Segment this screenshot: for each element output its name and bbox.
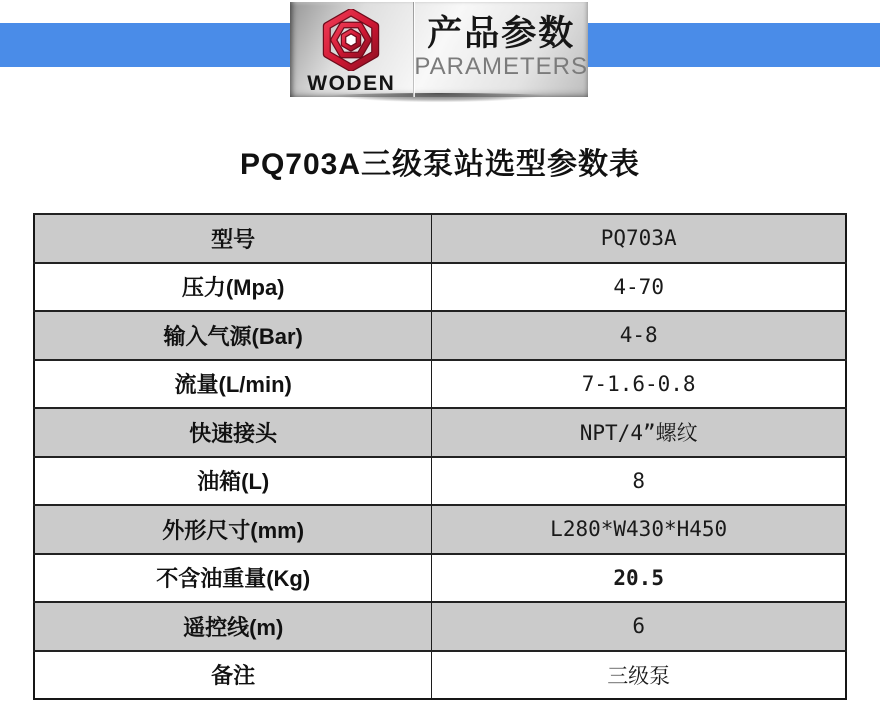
hexagon-knot-logo-icon xyxy=(320,9,382,71)
spec-value: 7-1.6-0.8 xyxy=(432,360,846,409)
spec-label: 外形尺寸(mm) xyxy=(34,505,432,554)
brand-logo xyxy=(290,2,413,97)
table-row xyxy=(34,263,846,312)
table-row xyxy=(34,360,846,409)
spec-label: 油箱(L) xyxy=(34,457,432,506)
header-titles xyxy=(414,2,588,97)
spec-value: 6 xyxy=(432,602,846,651)
spec-value: PQ703A xyxy=(432,214,846,263)
spec-label: 流量(L/min) xyxy=(34,360,432,409)
spec-label: 压力(Mpa) xyxy=(34,263,432,312)
spec-label: 输入气源(Bar) xyxy=(34,311,432,360)
spec-value: 4-8 xyxy=(432,311,846,360)
spec-table-body xyxy=(34,214,846,699)
header-title-en: PARAMETERS xyxy=(414,53,588,81)
spec-label: 遥控线(m) xyxy=(34,602,432,651)
header-title-cn: 产品参数 xyxy=(427,14,576,54)
spec-value: NPT/4”螺纹 xyxy=(432,408,846,457)
table-row xyxy=(34,602,846,651)
table-row xyxy=(34,214,846,263)
spec-label: 快速接头 xyxy=(34,408,432,457)
table-row xyxy=(34,311,846,360)
page-title: PQ703A三级泵站选型参数表 xyxy=(239,148,641,181)
table-row xyxy=(34,408,846,457)
spec-value: L280*W430*H450 xyxy=(432,505,846,554)
spec-label: 不含油重量(Kg) xyxy=(34,554,432,603)
spec-label: 备注 xyxy=(34,651,432,700)
spec-value: 20.5 xyxy=(432,554,846,603)
spec-label: 型号 xyxy=(34,214,432,263)
spec-table xyxy=(33,213,847,700)
header-badge xyxy=(290,2,588,97)
spec-value: 8 xyxy=(432,457,846,506)
table-row xyxy=(34,457,846,506)
table-row xyxy=(34,651,846,700)
table-row xyxy=(34,505,846,554)
spec-value: 4-70 xyxy=(432,263,846,312)
spec-value: 三级泵 xyxy=(432,651,846,700)
table-row xyxy=(34,554,846,603)
brand-name: WODEN xyxy=(307,72,396,95)
